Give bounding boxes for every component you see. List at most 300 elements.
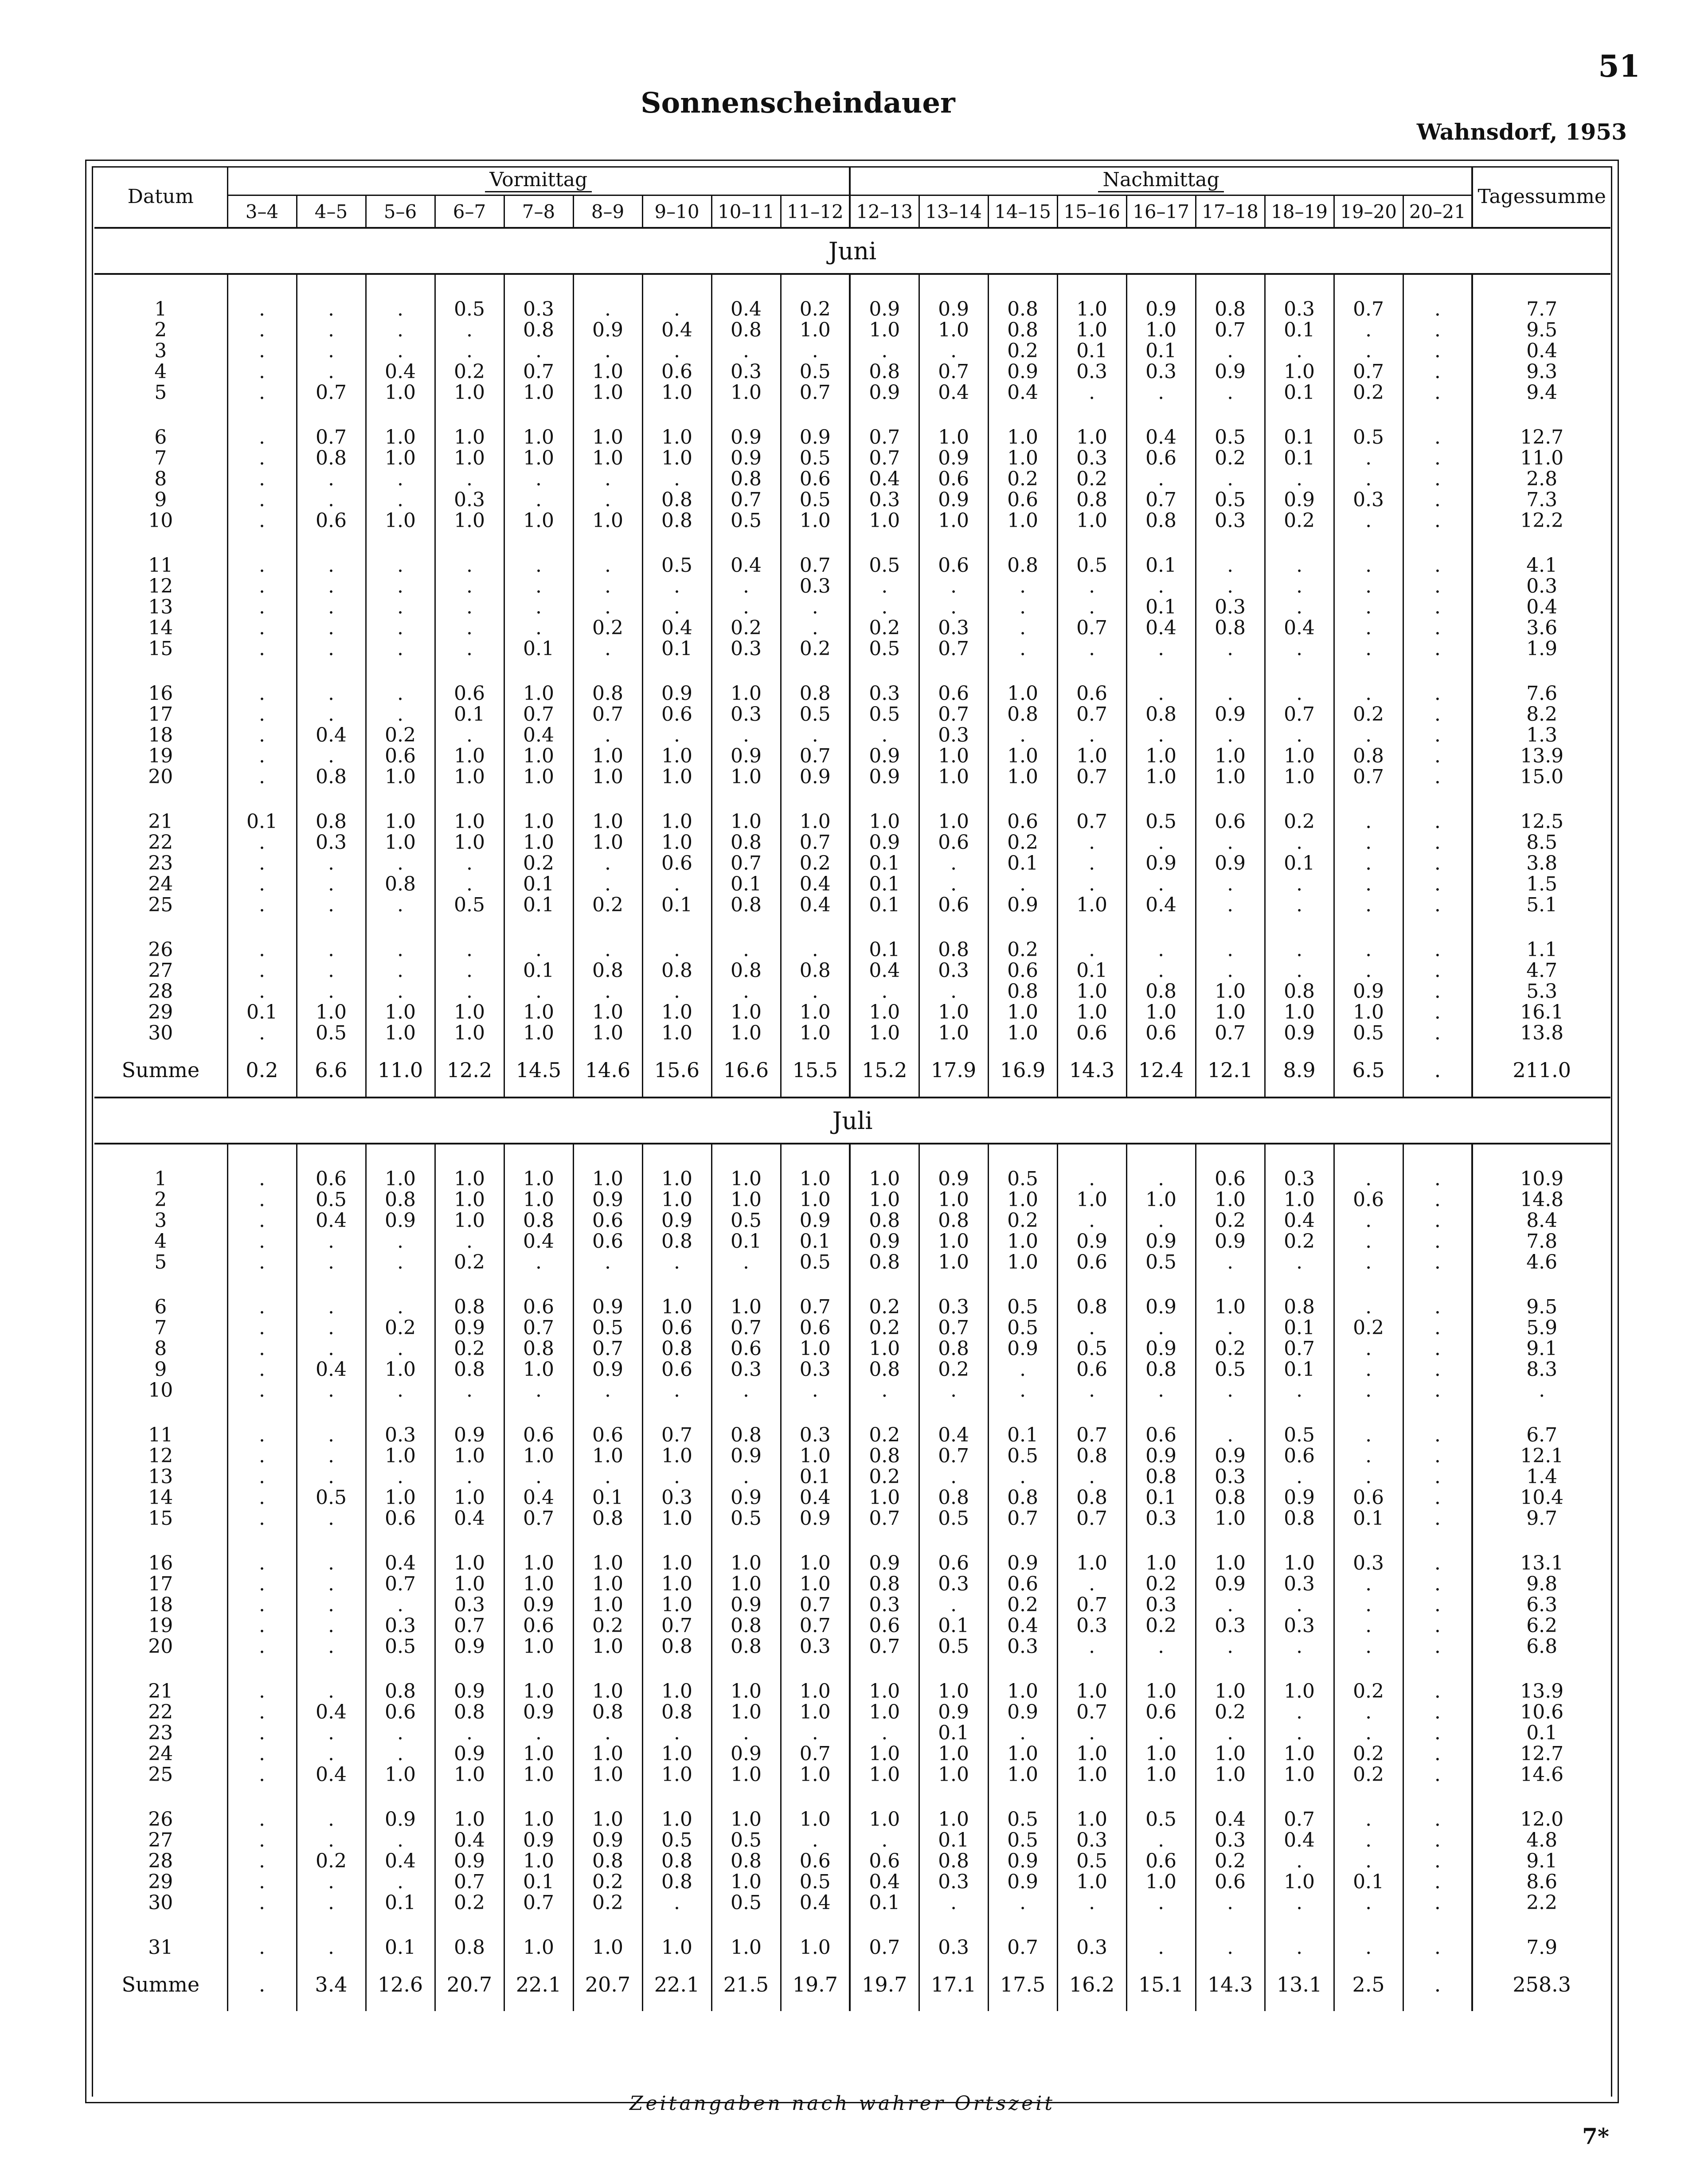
hour-value: 1.0 xyxy=(988,510,1057,531)
hour-value: 0.2 xyxy=(1126,1615,1196,1636)
hour-value: 0.5 xyxy=(919,1636,988,1657)
hour-value: 0.5 xyxy=(366,1636,435,1657)
hour-value: . xyxy=(919,1892,988,1913)
spacer-cell xyxy=(504,1785,573,1809)
spacer-cell xyxy=(850,1273,919,1297)
hour-value: 1.0 xyxy=(850,1002,919,1023)
hour-value: 0.8 xyxy=(573,1702,642,1723)
spacer-cell xyxy=(94,1401,227,1425)
hour-value: 1.0 xyxy=(711,1168,781,1189)
hour-value: . xyxy=(711,576,781,597)
hour-value: . xyxy=(1057,1636,1126,1657)
day-number: 21 xyxy=(148,811,173,832)
hour-value: 0.4 xyxy=(850,469,919,489)
hour-value: . xyxy=(504,576,573,597)
hour-value: . xyxy=(781,340,850,361)
hour-value: . xyxy=(366,704,435,725)
hour-value: 0.8 xyxy=(919,1338,988,1359)
spacer-cell xyxy=(1057,1913,1126,1937)
summe-value: 0.2 xyxy=(227,1043,297,1098)
hour-value: . xyxy=(297,1594,366,1615)
hour-value: 1.0 xyxy=(988,1023,1057,1043)
hour-value: 0.4 xyxy=(1196,1809,1265,1830)
spacer-cell xyxy=(781,1144,850,1168)
hour-value: 0.1 xyxy=(435,704,504,725)
hour-value: . xyxy=(1403,597,1472,617)
hour-value: 0.2 xyxy=(435,1338,504,1359)
hour-value: 0.6 xyxy=(850,1851,919,1871)
hour-value: 0.5 xyxy=(1196,427,1265,448)
hour-value: 1.0 xyxy=(1265,1764,1334,1785)
hour-value: 0.8 xyxy=(988,320,1057,340)
hour-value: 1.0 xyxy=(366,1168,435,1189)
hour-value: 0.8 xyxy=(573,1508,642,1529)
day-number: 5 xyxy=(154,382,167,403)
hour-value: 0.9 xyxy=(711,746,781,766)
hour-value: . xyxy=(227,1297,297,1317)
hour-value: 1.0 xyxy=(1057,427,1126,448)
hour-value: 0.9 xyxy=(573,1359,642,1380)
hour-value: 1.0 xyxy=(366,811,435,832)
table-row xyxy=(94,638,1610,659)
spacer-cell xyxy=(435,531,504,555)
hour-value: . xyxy=(573,555,642,576)
spacer-cell xyxy=(435,274,504,299)
hour-value: 0.2 xyxy=(573,1892,642,1913)
spacer-cell xyxy=(297,787,366,811)
vormittag-label: Vormittag xyxy=(485,168,592,192)
hour-value: 1.0 xyxy=(711,1553,781,1574)
summe-value: 19.7 xyxy=(781,1958,850,2011)
hour-value: 0.8 xyxy=(366,874,435,894)
hour-value: . xyxy=(573,576,642,597)
hour-value: . xyxy=(642,1380,711,1401)
hour-value: 1.0 xyxy=(711,1297,781,1317)
hour-value: . xyxy=(435,1466,504,1487)
hour-value: . xyxy=(504,1466,573,1487)
hour-value: . xyxy=(297,683,366,704)
hour-value: 0.8 xyxy=(435,1297,504,1317)
hour-header-2: 4–5 xyxy=(297,195,366,228)
spacer-cell xyxy=(94,1913,227,1937)
hour-value: . xyxy=(1403,1892,1472,1913)
hour-value: 1.0 xyxy=(435,1809,504,1830)
hour-value: . xyxy=(1265,638,1334,659)
hour-value: 0.9 xyxy=(850,746,919,766)
hour-value: 0.6 xyxy=(1126,1023,1196,1043)
spacer-cell xyxy=(781,1785,850,1809)
hour-value: 1.0 xyxy=(642,1297,711,1317)
spacer-cell xyxy=(1126,274,1196,299)
hour-value: 1.0 xyxy=(573,1002,642,1023)
hour-value: 0.3 xyxy=(504,299,573,320)
spacer-cell xyxy=(1196,1401,1265,1425)
hour-value: 0.3 xyxy=(1057,1830,1126,1851)
hour-header-13: 15–16 xyxy=(1057,195,1126,228)
month-header-row xyxy=(94,228,1610,274)
hour-value: 0.9 xyxy=(850,299,919,320)
spacer-cell xyxy=(711,787,781,811)
spacer-cell xyxy=(94,1657,227,1681)
hour-value: 1.0 xyxy=(850,1023,919,1043)
hour-value: 0.5 xyxy=(1057,1338,1126,1359)
hour-value: 0.7 xyxy=(781,1743,850,1764)
hour-value: 1.0 xyxy=(504,1168,573,1189)
spacer-cell xyxy=(1265,1401,1334,1425)
hour-value: . xyxy=(711,1252,781,1273)
hour-value: 1.0 xyxy=(1057,894,1126,915)
hour-value: 1.0 xyxy=(988,1252,1057,1273)
daily-total: 12.7 xyxy=(1472,1743,1610,1764)
hour-value: 0.7 xyxy=(1057,617,1126,638)
hour-value: 0.7 xyxy=(919,638,988,659)
hour-value: 1.0 xyxy=(1057,1871,1126,1892)
hour-value: 1.0 xyxy=(1196,1553,1265,1574)
daily-total: 13.9 xyxy=(1472,1681,1610,1702)
spacer-cell xyxy=(1472,1144,1610,1168)
daily-total: 0.4 xyxy=(1472,340,1610,361)
hour-value: 0.9 xyxy=(988,1702,1057,1723)
hour-value: . xyxy=(1334,725,1403,746)
hour-value: 0.9 xyxy=(711,448,781,469)
daily-total: 12.2 xyxy=(1472,510,1610,531)
daily-total: 7.7 xyxy=(1472,299,1610,320)
hour-value: 0.3 xyxy=(366,1425,435,1445)
hour-value: . xyxy=(573,1723,642,1743)
hour-value: . xyxy=(227,1508,297,1529)
spacer-cell xyxy=(642,915,711,939)
day-number: 22 xyxy=(148,1702,173,1723)
hour-value: 0.6 xyxy=(1126,1851,1196,1871)
daily-total: 4.1 xyxy=(1472,555,1610,576)
hour-value: 0.8 xyxy=(297,766,366,787)
hour-value: 1.0 xyxy=(573,361,642,382)
day-number: 17 xyxy=(148,1574,173,1594)
hour-value: . xyxy=(1334,939,1403,960)
hour-value: 1.0 xyxy=(504,766,573,787)
table-row xyxy=(94,555,1610,576)
hour-value: . xyxy=(227,1871,297,1892)
hour-value: . xyxy=(1334,1892,1403,1913)
hour-value: 0.9 xyxy=(711,427,781,448)
hour-value: 0.3 xyxy=(711,1359,781,1380)
hour-value: . xyxy=(1057,939,1126,960)
hour-value: . xyxy=(435,1723,504,1743)
table-row xyxy=(94,1681,1610,1702)
hour-value: 0.9 xyxy=(366,1210,435,1231)
hour-value: 0.4 xyxy=(504,1487,573,1508)
hour-value: 0.8 xyxy=(988,981,1057,1002)
hour-value: . xyxy=(227,1636,297,1657)
hour-value: 0.7 xyxy=(711,853,781,874)
table-row xyxy=(94,597,1610,617)
hour-value: 0.7 xyxy=(1057,766,1126,787)
summe-value: 20.7 xyxy=(435,1958,504,2011)
daily-total: 0.4 xyxy=(1472,597,1610,617)
hour-value: . xyxy=(366,597,435,617)
hour-value: 0.8 xyxy=(642,960,711,981)
hour-value: . xyxy=(435,960,504,981)
hour-value: 0.1 xyxy=(504,960,573,981)
hour-value: 1.0 xyxy=(504,382,573,403)
hour-value: 0.2 xyxy=(711,617,781,638)
hour-value: 0.5 xyxy=(642,555,711,576)
hour-value: . xyxy=(1196,1892,1265,1913)
hour-value: . xyxy=(1403,1702,1472,1723)
day-number: 28 xyxy=(148,1851,173,1871)
hour-value: . xyxy=(1265,576,1334,597)
spacer-cell xyxy=(711,659,781,683)
hour-value: 0.5 xyxy=(781,704,850,725)
hour-value: 0.2 xyxy=(366,1317,435,1338)
summe-value: 12.2 xyxy=(435,1043,504,1098)
hour-value: 0.1 xyxy=(227,1002,297,1023)
day-number: 27 xyxy=(148,1830,173,1851)
hour-value: 0.8 xyxy=(1265,1297,1334,1317)
hour-value: 0.7 xyxy=(781,1297,850,1317)
hour-value: 0.2 xyxy=(1265,811,1334,832)
hour-value: 0.6 xyxy=(366,746,435,766)
summe-value: 20.7 xyxy=(573,1958,642,2011)
hour-value: 1.0 xyxy=(988,1231,1057,1252)
hour-value: . xyxy=(1265,1594,1334,1615)
hour-value: . xyxy=(1403,1380,1472,1401)
hour-value: 0.1 xyxy=(988,853,1057,874)
hour-value: . xyxy=(227,1702,297,1723)
hour-value: . xyxy=(366,1594,435,1615)
hour-value: 0.6 xyxy=(988,811,1057,832)
hour-value: . xyxy=(366,299,435,320)
hour-value: 0.4 xyxy=(366,361,435,382)
hour-value: 1.0 xyxy=(573,811,642,832)
spacer-cell xyxy=(919,1401,988,1425)
hour-value: 1.0 xyxy=(435,382,504,403)
hour-value: . xyxy=(435,597,504,617)
hour-value: 0.7 xyxy=(781,746,850,766)
hour-value: 1.0 xyxy=(1126,1764,1196,1785)
hour-header-9: 11–12 xyxy=(781,195,850,228)
spacer-cell xyxy=(1057,915,1126,939)
hour-header-3: 5–6 xyxy=(366,195,435,228)
hour-value: . xyxy=(1403,1809,1472,1830)
spacer-cell xyxy=(1403,915,1472,939)
day-number: 10 xyxy=(148,510,173,531)
hour-value: . xyxy=(988,874,1057,894)
hour-value: 0.4 xyxy=(435,1508,504,1529)
hour-value: . xyxy=(227,1359,297,1380)
hour-value: . xyxy=(1196,832,1265,853)
spacer-cell xyxy=(781,403,850,427)
hour-value: 0.9 xyxy=(435,1681,504,1702)
hour-value: 0.8 xyxy=(850,1359,919,1380)
spacer-cell xyxy=(1403,1785,1472,1809)
hour-value: 0.6 xyxy=(1334,1189,1403,1210)
day-number: 17 xyxy=(148,704,173,725)
hour-value: 0.8 xyxy=(642,1636,711,1657)
table-row xyxy=(94,1487,1610,1508)
hour-value: 1.0 xyxy=(1057,1809,1126,1830)
hour-value: . xyxy=(1334,811,1403,832)
hour-value: 0.6 xyxy=(919,555,988,576)
spacer-cell xyxy=(642,1657,711,1681)
hour-value: 1.0 xyxy=(504,811,573,832)
hour-value: 1.0 xyxy=(573,1743,642,1764)
day-number: 9 xyxy=(154,1359,167,1380)
hour-value: 0.4 xyxy=(297,1702,366,1723)
hour-value: 1.0 xyxy=(919,811,988,832)
hour-value: 0.8 xyxy=(988,299,1057,320)
hour-value: . xyxy=(1403,1487,1472,1508)
hour-value: 0.7 xyxy=(1196,320,1265,340)
hour-value: 0.1 xyxy=(1334,1871,1403,1892)
station-year: Wahnsdorf, 1953 xyxy=(1416,119,1627,145)
hour-value: . xyxy=(1196,939,1265,960)
hour-value: . xyxy=(1403,960,1472,981)
spacer-cell xyxy=(1126,403,1196,427)
spacer-cell xyxy=(366,1657,435,1681)
day-number: 19 xyxy=(148,746,173,766)
hour-value: 0.4 xyxy=(297,725,366,746)
datum-header: Datum xyxy=(94,166,227,228)
hour-value: . xyxy=(1334,832,1403,853)
daily-total: 10.4 xyxy=(1472,1487,1610,1508)
hour-value: . xyxy=(1403,811,1472,832)
hour-value: . xyxy=(297,1743,366,1764)
spacer-row xyxy=(94,403,1610,427)
table-row xyxy=(94,1830,1610,1851)
summe-value: 17.1 xyxy=(919,1958,988,2011)
hour-value: 0.7 xyxy=(919,1445,988,1466)
day-number: 31 xyxy=(148,1937,173,1958)
hour-value: 0.5 xyxy=(781,361,850,382)
hour-value: . xyxy=(573,489,642,510)
hour-value: . xyxy=(227,1764,297,1785)
hour-value: 1.0 xyxy=(435,746,504,766)
spacer-cell xyxy=(1126,531,1196,555)
month-title: Juni xyxy=(94,228,1610,274)
hour-value: 1.0 xyxy=(988,1681,1057,1702)
hour-value: . xyxy=(1403,766,1472,787)
spacer-cell xyxy=(988,1913,1057,1937)
hour-value: . xyxy=(1334,1445,1403,1466)
spacer-cell xyxy=(1126,1785,1196,1809)
hour-value: 1.0 xyxy=(781,811,850,832)
hour-value: 0.9 xyxy=(1126,299,1196,320)
hour-value: 0.1 xyxy=(1265,853,1334,874)
spacer-cell xyxy=(435,1401,504,1425)
table-row xyxy=(94,382,1610,403)
hour-value: . xyxy=(1403,617,1472,638)
hour-value: 0.3 xyxy=(919,960,988,981)
hour-value: . xyxy=(1403,638,1472,659)
table-row xyxy=(94,1189,1610,1210)
hour-value: . xyxy=(1196,1594,1265,1615)
spacer-cell xyxy=(1403,1401,1472,1425)
hour-value: 0.7 xyxy=(781,1594,850,1615)
daily-total: 1.1 xyxy=(1472,939,1610,960)
hour-value: 0.6 xyxy=(850,1615,919,1636)
hour-value: . xyxy=(1403,1594,1472,1615)
hour-value: . xyxy=(297,939,366,960)
hour-value: 0.6 xyxy=(642,1359,711,1380)
hour-value: 0.7 xyxy=(1334,766,1403,787)
hour-value: . xyxy=(227,766,297,787)
summe-value: 14.5 xyxy=(504,1043,573,1098)
hour-value: . xyxy=(1265,1937,1334,1958)
hour-value: 1.0 xyxy=(642,1189,711,1210)
spacer-row xyxy=(94,1913,1610,1937)
hour-value: . xyxy=(642,340,711,361)
spacer-cell xyxy=(919,1913,988,1937)
hour-value: 0.6 xyxy=(919,683,988,704)
hour-value: 1.0 xyxy=(297,1002,366,1023)
table-row xyxy=(94,1764,1610,1785)
table-row xyxy=(94,1594,1610,1615)
hour-value: . xyxy=(435,939,504,960)
spacer-cell xyxy=(366,1273,435,1297)
hour-value: . xyxy=(573,1380,642,1401)
spacer-row xyxy=(94,1273,1610,1297)
hour-value: 0.7 xyxy=(1334,299,1403,320)
daily-total: 8.2 xyxy=(1472,704,1610,725)
hour-value: 0.5 xyxy=(297,1487,366,1508)
table-row xyxy=(94,1210,1610,1231)
spacer-cell xyxy=(573,531,642,555)
hour-value: 0.9 xyxy=(711,1445,781,1466)
hour-value: 0.9 xyxy=(504,1702,573,1723)
hour-value: 1.0 xyxy=(642,427,711,448)
hour-value: . xyxy=(366,576,435,597)
day-number: 24 xyxy=(148,1743,173,1764)
day-number: 25 xyxy=(148,1764,173,1785)
day-number: 28 xyxy=(148,981,173,1002)
hour-value: 0.1 xyxy=(504,1871,573,1892)
hour-value: . xyxy=(297,960,366,981)
hour-value: 0.3 xyxy=(435,1594,504,1615)
hour-value: 0.5 xyxy=(919,1508,988,1529)
spacer-cell xyxy=(1265,915,1334,939)
spacer-cell xyxy=(297,274,366,299)
spacer-cell xyxy=(850,403,919,427)
hour-value: 1.0 xyxy=(781,1764,850,1785)
hour-value: 0.2 xyxy=(1334,1764,1403,1785)
hour-value: 1.0 xyxy=(850,1338,919,1359)
hour-value: . xyxy=(435,555,504,576)
hour-value: . xyxy=(1334,853,1403,874)
hour-value: 0.1 xyxy=(919,1723,988,1743)
hour-value: 1.0 xyxy=(781,1445,850,1466)
hour-value: . xyxy=(711,939,781,960)
hour-value: 0.8 xyxy=(1265,981,1334,1002)
hour-value: 0.8 xyxy=(711,469,781,489)
hour-value: 0.3 xyxy=(1057,361,1126,382)
hour-value: 0.4 xyxy=(1265,617,1334,638)
hour-value: . xyxy=(366,1723,435,1743)
hour-value: . xyxy=(366,939,435,960)
hour-value: . xyxy=(1265,1466,1334,1487)
spacer-cell xyxy=(711,1657,781,1681)
hour-value: . xyxy=(781,725,850,746)
spacer-cell xyxy=(435,659,504,683)
hour-value: 0.1 xyxy=(642,894,711,915)
summe-value: 14.6 xyxy=(573,1043,642,1098)
table-row xyxy=(94,1723,1610,1743)
hour-value: . xyxy=(1403,1425,1472,1445)
hour-value: 0.2 xyxy=(850,1317,919,1338)
hour-value: 0.6 xyxy=(1334,1487,1403,1508)
hour-value: . xyxy=(227,683,297,704)
hour-value: . xyxy=(366,1380,435,1401)
